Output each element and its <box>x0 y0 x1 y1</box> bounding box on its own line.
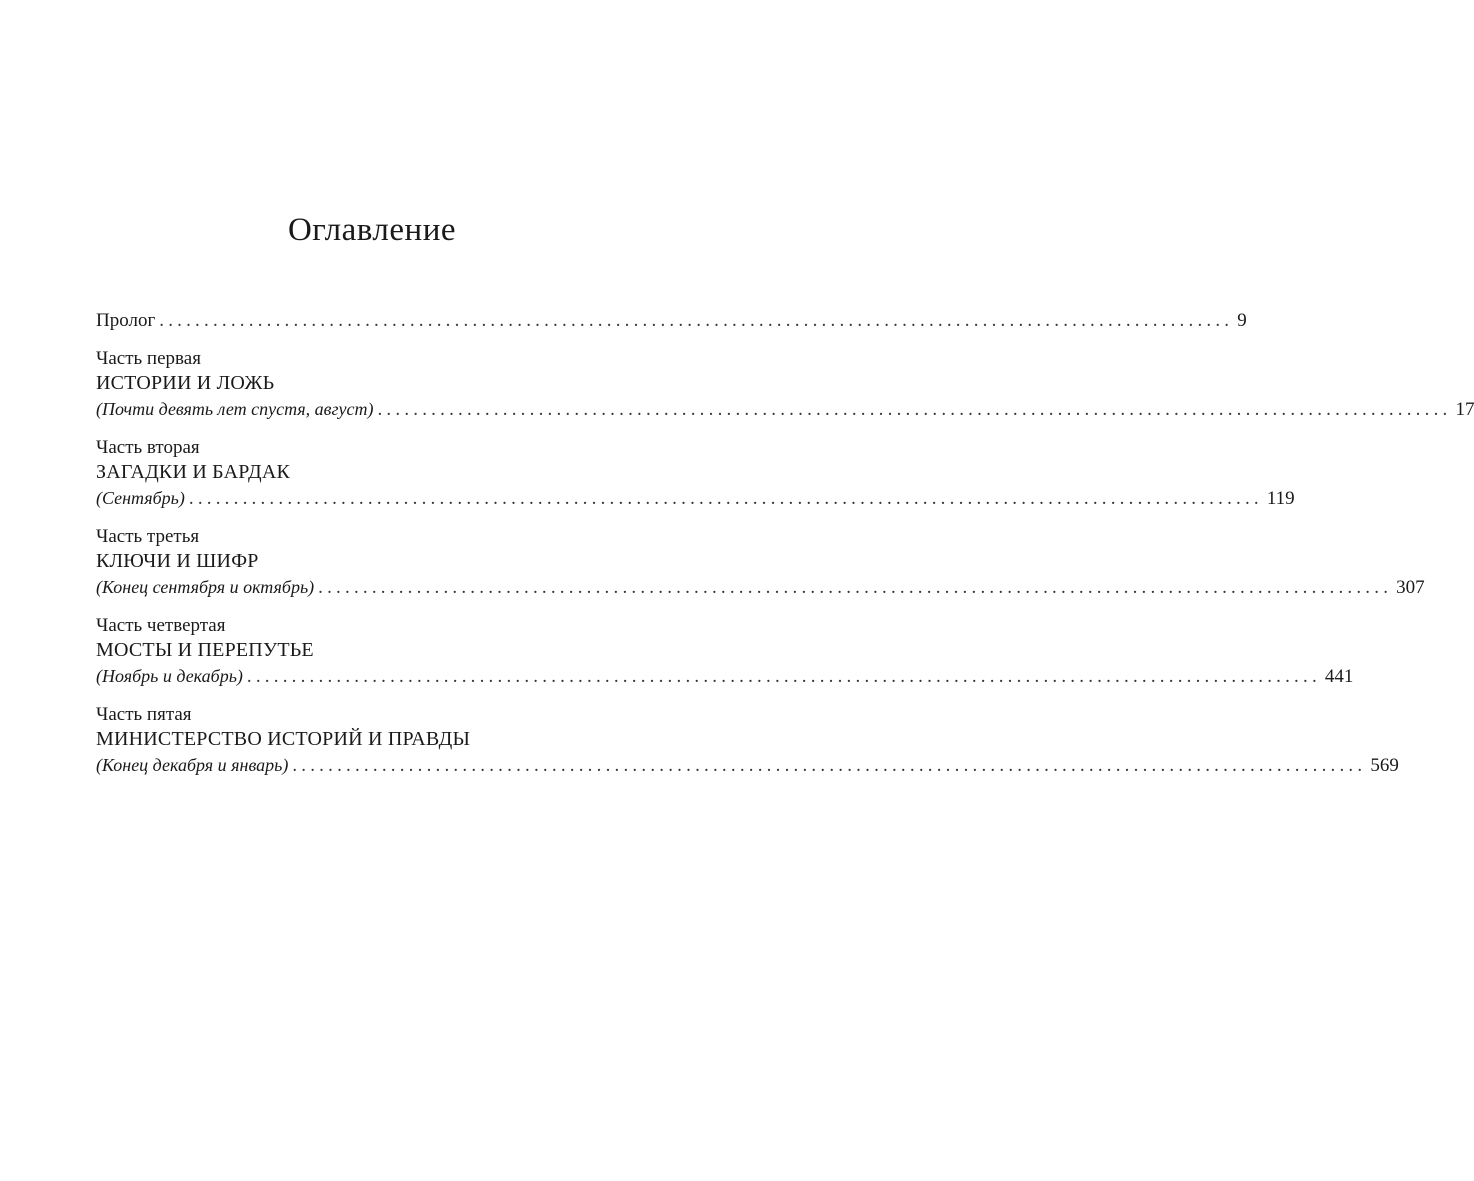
leader-dots: ........................................................................................................................ <box>159 310 1234 331</box>
part-subtitle-row <box>96 574 1425 601</box>
part-page-number: 307 <box>1396 577 1425 598</box>
part-label: Часть первая <box>96 348 201 369</box>
part-title: МОСТЫ И ПЕРЕПУТЬЕ <box>96 639 314 661</box>
table-of-contents <box>96 308 1474 793</box>
part-subtitle-row <box>96 752 1399 779</box>
part-page-number: 441 <box>1324 666 1354 687</box>
part-label: Часть вторая <box>96 437 200 458</box>
leader-dots: ........................................................................................................................ <box>318 577 1393 598</box>
toc-entry-part-4 <box>96 615 1354 690</box>
part-title: МИНИСТЕРСТВО ИСТОРИЙ И ПРАВДЫ <box>96 728 471 750</box>
part-title: ЗАГАДКИ И БАРДАК <box>96 461 291 483</box>
part-label: Часть третья <box>96 526 200 547</box>
part-subtitle: (Конец сентября и октябрь) <box>96 577 315 597</box>
part-subtitle-row <box>96 396 1474 423</box>
leader-dots: ........................................................................................................................ <box>188 488 1263 509</box>
prologue-label: Пролог <box>96 310 156 331</box>
part-title: ИСТОРИИ И ЛОЖЬ <box>96 372 275 394</box>
toc-entry-prologue <box>96 308 1247 334</box>
toc-entry-part-5 <box>96 704 1399 779</box>
part-subtitle: (Сентябрь) <box>96 488 185 508</box>
part-label: Часть четвертая <box>96 615 226 636</box>
toc-entry-part-2 <box>96 437 1295 512</box>
part-page-number: 17 <box>1455 399 1474 420</box>
toc-entry-part-3 <box>96 526 1425 601</box>
toc-entry-part-1 <box>96 348 1474 423</box>
prologue-page-number: 9 <box>1237 310 1247 331</box>
leader-dots: ........................................................................................................................ <box>292 755 1367 776</box>
leader-dots: ........................................................................................................................ <box>246 666 1321 687</box>
part-page-number: 569 <box>1370 755 1399 776</box>
part-subtitle: (Ноябрь и декабрь) <box>96 666 243 686</box>
part-subtitle: (Почти девять лет спустя, август) <box>96 399 374 419</box>
part-subtitle-row <box>96 485 1295 512</box>
part-page-number: 119 <box>1266 488 1295 509</box>
leader-dots: ........................................................................................................................ <box>377 399 1452 420</box>
toc-heading: Оглавление <box>287 212 457 248</box>
part-label: Часть пятая <box>96 704 192 725</box>
part-title: КЛЮЧИ И ШИФР <box>96 550 259 572</box>
part-subtitle: (Конец декабря и январь) <box>96 755 289 775</box>
part-subtitle-row <box>96 663 1354 690</box>
